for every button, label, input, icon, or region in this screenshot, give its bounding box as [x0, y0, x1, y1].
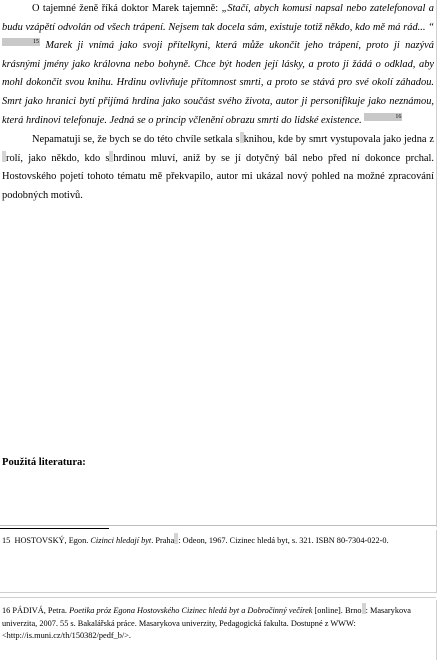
footnote-16-text: [0, 600, 436, 643]
paragraph-1-body: Marek ji vnímá jako svoji přítelkyni, která může ukončit jeho trápení, proto ji nazývá krásnými jmény jako královna nebo bohyně. Chce být hoden její lásky, a proto ji žádá o odklad, aby mohl dokončit svou knihu. Hrdinu ovlivňuje přítomnost smrti, a proto se stává pro své okolí záhadou. Smrt jako hranici bytí přijímá hrdina jako součást svého života, autor ji personifikuje jako neznámou, která hrdinovi telefonuje. Jedná se o princip včlenění obrazu smrti do lidské existence.: [2, 40, 434, 126]
footnote-16-number: 16: [2, 606, 11, 615]
footnote-divider: [0, 597, 436, 598]
paragraph-2-part-a: Nepamatuji se, že bych se do této chvíle setkala s: [32, 134, 240, 146]
paragraph-2-part-b: knihou, kde by smrt vystupovala jako jedna z: [243, 134, 434, 146]
footnote-16: [0, 600, 437, 660]
footnote-16-place: [online]. Brno: [312, 606, 362, 615]
paragraph-1: [2, 0, 434, 130]
page-border-right: [436, 0, 437, 527]
footnote-15-author: HOSTOVSKÝ, Egon.: [14, 536, 91, 545]
paragraph-1-quote: „Stačí, abych komusi napsal nebo zatelefonoval a budu vzápětí odvolán od všech trápení. Nejsem tak docela sám, existuje totiž někdo, kdo mě má rád... “: [2, 3, 435, 33]
paragraph-2: [2, 131, 434, 205]
footnote-separator: [0, 528, 109, 529]
footnote-15: [0, 530, 437, 593]
footnote-15-number: 15: [2, 536, 11, 545]
footnote-area-top-border: [0, 525, 436, 526]
footnote-16-title: Poetika próz Egona Hostovského Cizinec hledá byt a Dobročinný večírek: [69, 606, 313, 615]
paragraph-2-part-d: hrdinou mluví, aniž by se jí dotyčný bál nebo před ní dokonce prchal. Hostovského pojetí tohoto tématu mě překvapilo, autor mi ukázal nový pohled na možné zpracování podobných motivů.: [2, 152, 434, 201]
footnote-16-author: PÁDIVÁ, Petra.: [12, 606, 70, 615]
footnote-15-text: [0, 530, 436, 548]
paragraph-2-part-c: rolí, jako někdo, kdo s: [6, 152, 110, 164]
footnote-15-place: . Praha: [151, 536, 175, 545]
body-text: [2, 0, 434, 206]
footnote-15-publisher: : Odeon, 1967. Cizinec hledá byt, s. 321. ISBN 80-7304-022-0.: [178, 536, 389, 545]
section-heading: Použitá literatura:: [2, 457, 86, 468]
footnote-15-title: Cizinci hledají byt: [90, 536, 152, 545]
footnote-ref-16[interactable]: 16: [364, 113, 402, 121]
paragraph-1-intro: O tajemné ženě říká doktor Marek tajemně:: [32, 3, 222, 14]
footnote-16-publisher: : Masarykova univerzita, 2007. 55 s. Bakalářská práce. Masarykova univerzity, Pedagogická fakulta. Dostupné z WWW: <http://is.muni.cz/th/150382/pedf_b/>.: [2, 606, 411, 641]
footnote-ref-15[interactable]: 15: [2, 38, 40, 46]
